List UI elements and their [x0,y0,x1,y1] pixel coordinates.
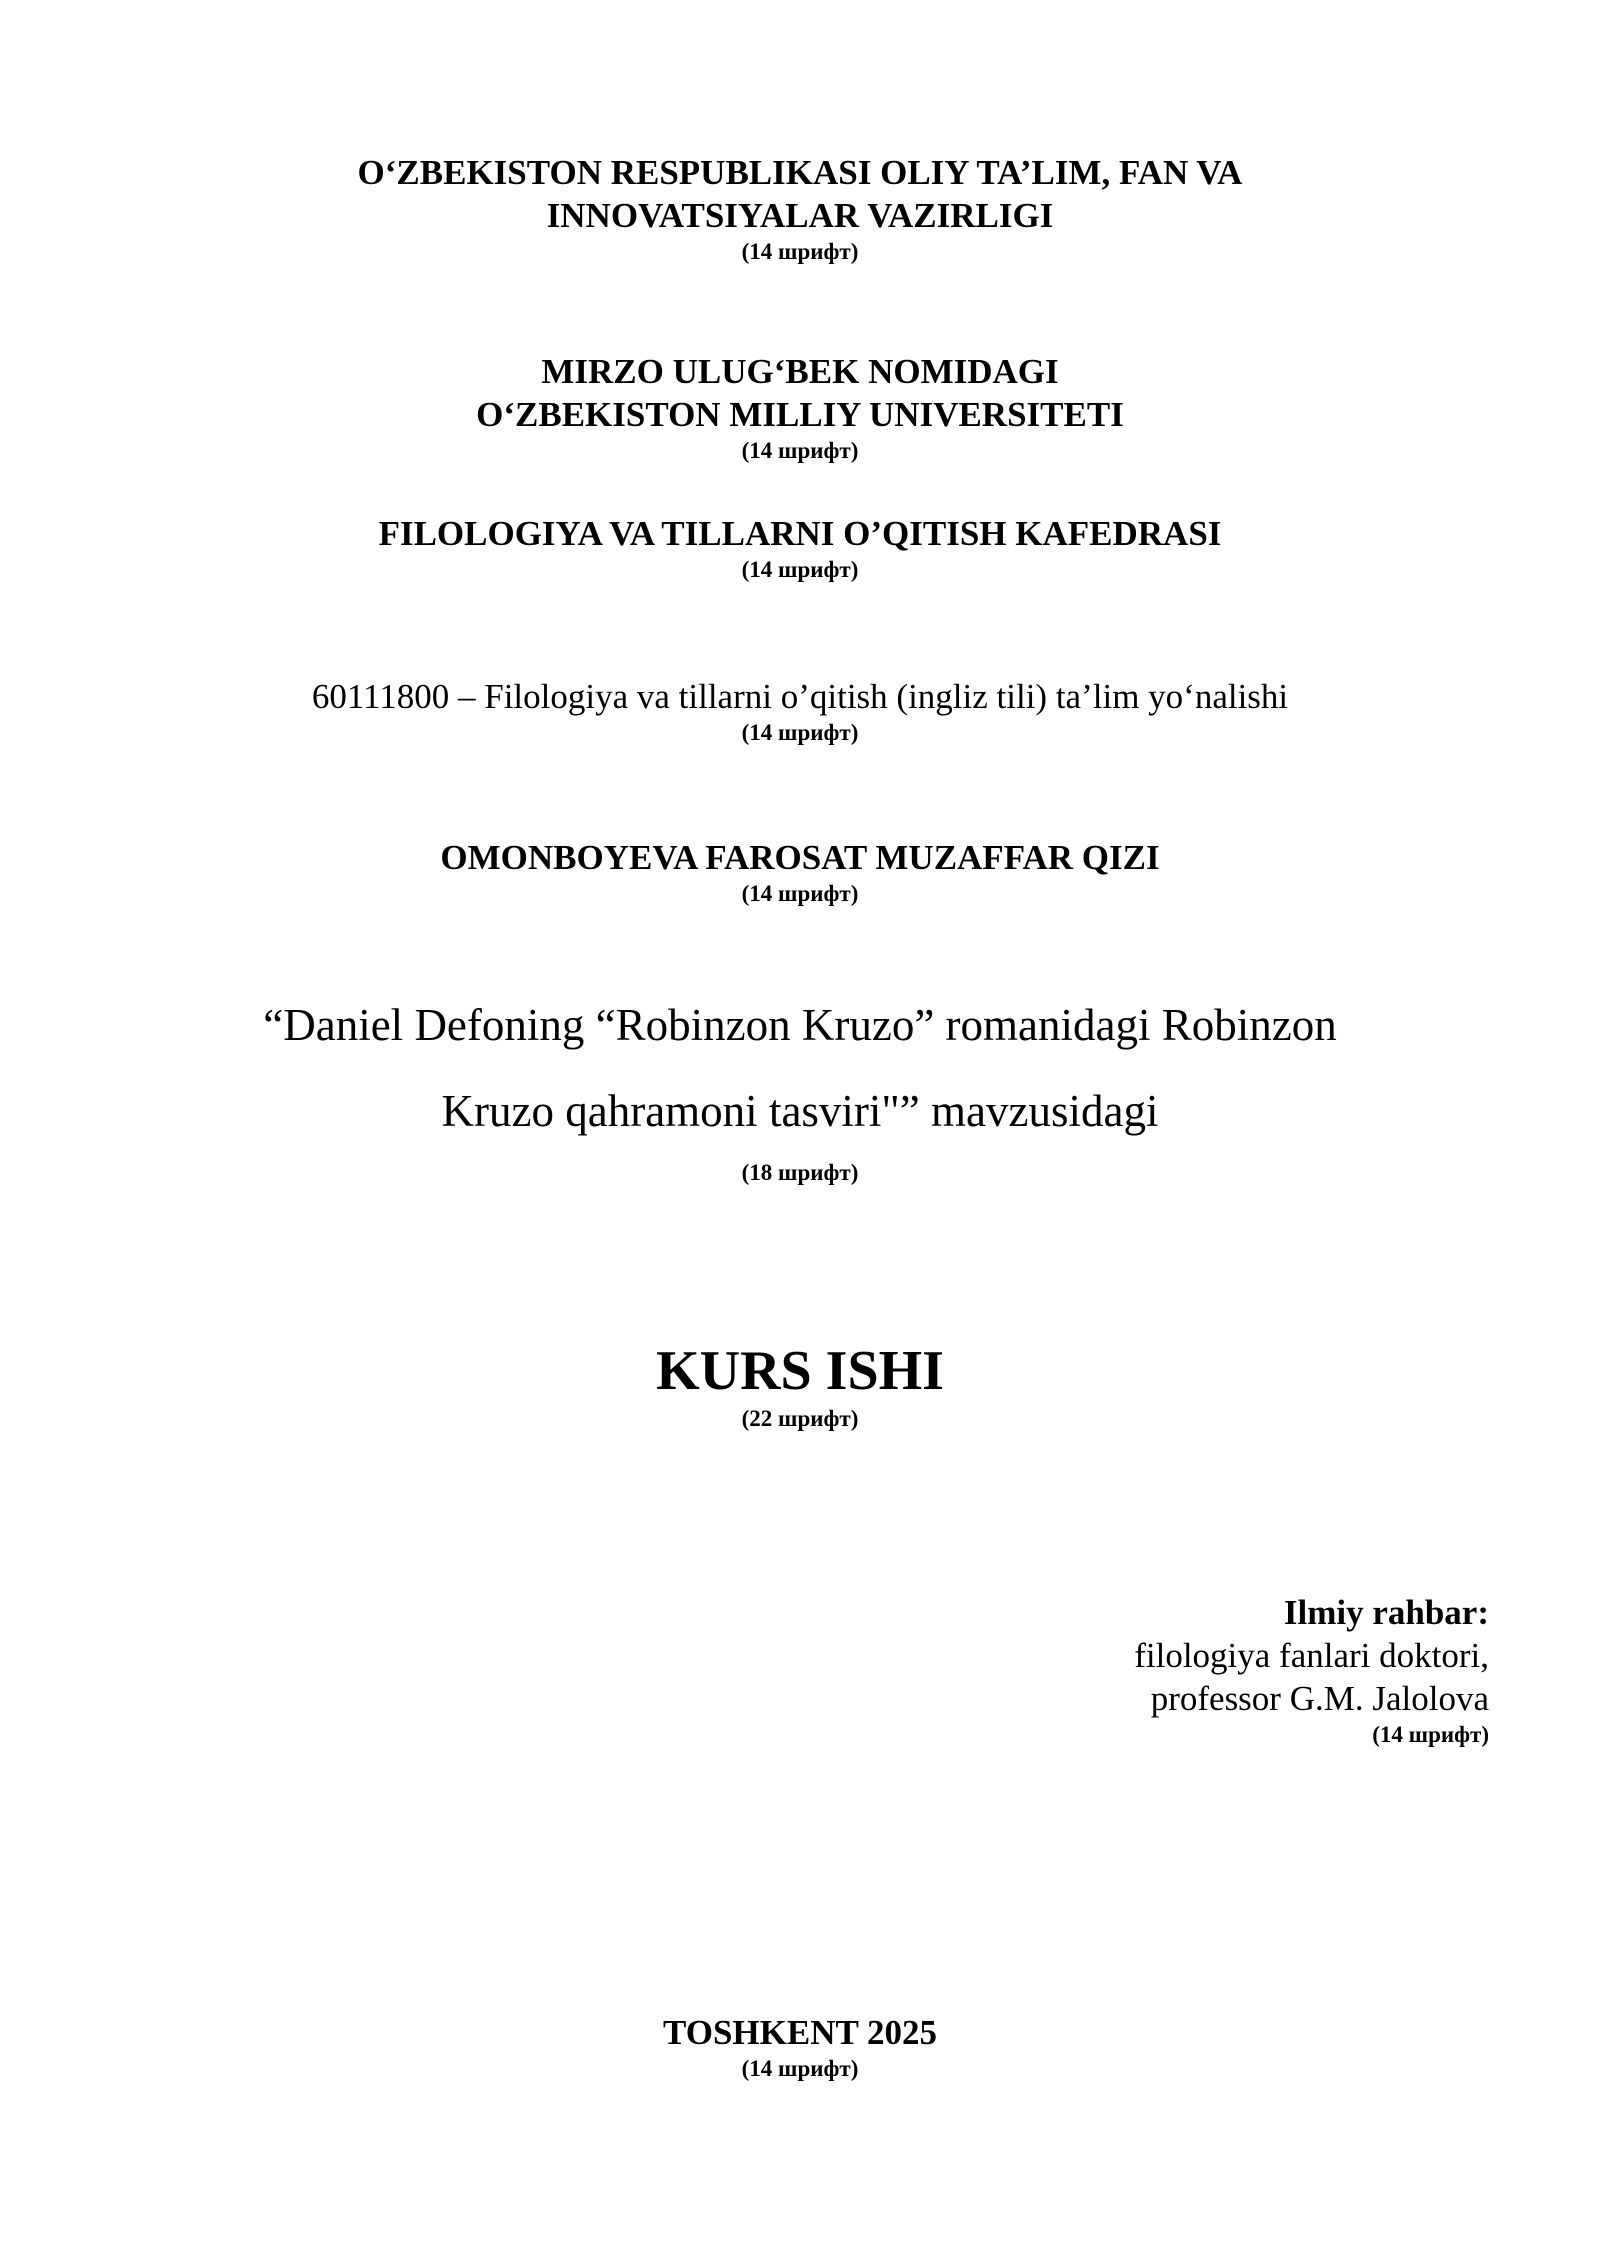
topic-line-1: “Daniel Defoning “Robinzon Kruzo” romanidagi Robinzon [263,1000,1337,1050]
department-font-note: (14 шрифт) [741,557,859,582]
advisor-font-note: (14 шрифт) [1372,1722,1489,1747]
student-font-note: (14 шрифт) [741,881,859,906]
university-font-note: (14 шрифт) [741,438,859,463]
advisor-name: professor G.M. Jalolova [1150,1679,1489,1718]
ministry-header [0,151,1600,267]
footer-font-note: (14 шрифт) [741,2056,859,2081]
city-year: TOSHKENT 2025 [663,2013,937,2052]
ministry-line-1: O‘ZBEKISTON RESPUBLIKASI OLIY TA’LIM, FAN VA [357,153,1243,192]
direction-font-note: (14 шрифт) [741,720,859,745]
department-name: FILOLOGIYA VA TILLARNI O’QITISH KAFEDRASI [378,514,1222,553]
student-name: OMONBOYEVA FAROSAT MUZAFFAR QIZI [440,838,1160,877]
work-type-block [0,1338,1600,1434]
topic-font-note: (18 шрифт) [741,1160,859,1185]
advisor-block [1134,1591,1489,1750]
university-line-1: MIRZO ULUG‘BEK NOMIDAGI [541,352,1059,391]
work-type-font-note: (22 шрифт) [741,1406,859,1431]
topic-block [0,982,1600,1188]
advisor-degree: filologiya fanlari doktori, [1134,1636,1489,1675]
advisor-label: Ilmiy rahbar: [1283,1593,1489,1632]
university-header [0,350,1600,466]
study-direction [0,675,1600,748]
footer-block [0,2011,1600,2084]
university-line-2: O‘ZBEKISTON MILLIY UNIVERSITETI [476,395,1124,434]
ministry-font-note: (14 шрифт) [741,239,859,264]
work-type-title: KURS ISHI [656,1340,944,1402]
department-header [0,512,1600,585]
topic-line-2: Kruzo qahramoni tasviri"” mavzusidagi [441,1086,1159,1136]
direction-text: 60111800 – Filologiya va tillarni o’qitish (ingliz tili) ta’lim yo‘nalishi [311,677,1289,716]
ministry-line-2: INNOVATSIYALAR VAZIRLIGI [546,196,1054,235]
student-block [0,836,1600,909]
